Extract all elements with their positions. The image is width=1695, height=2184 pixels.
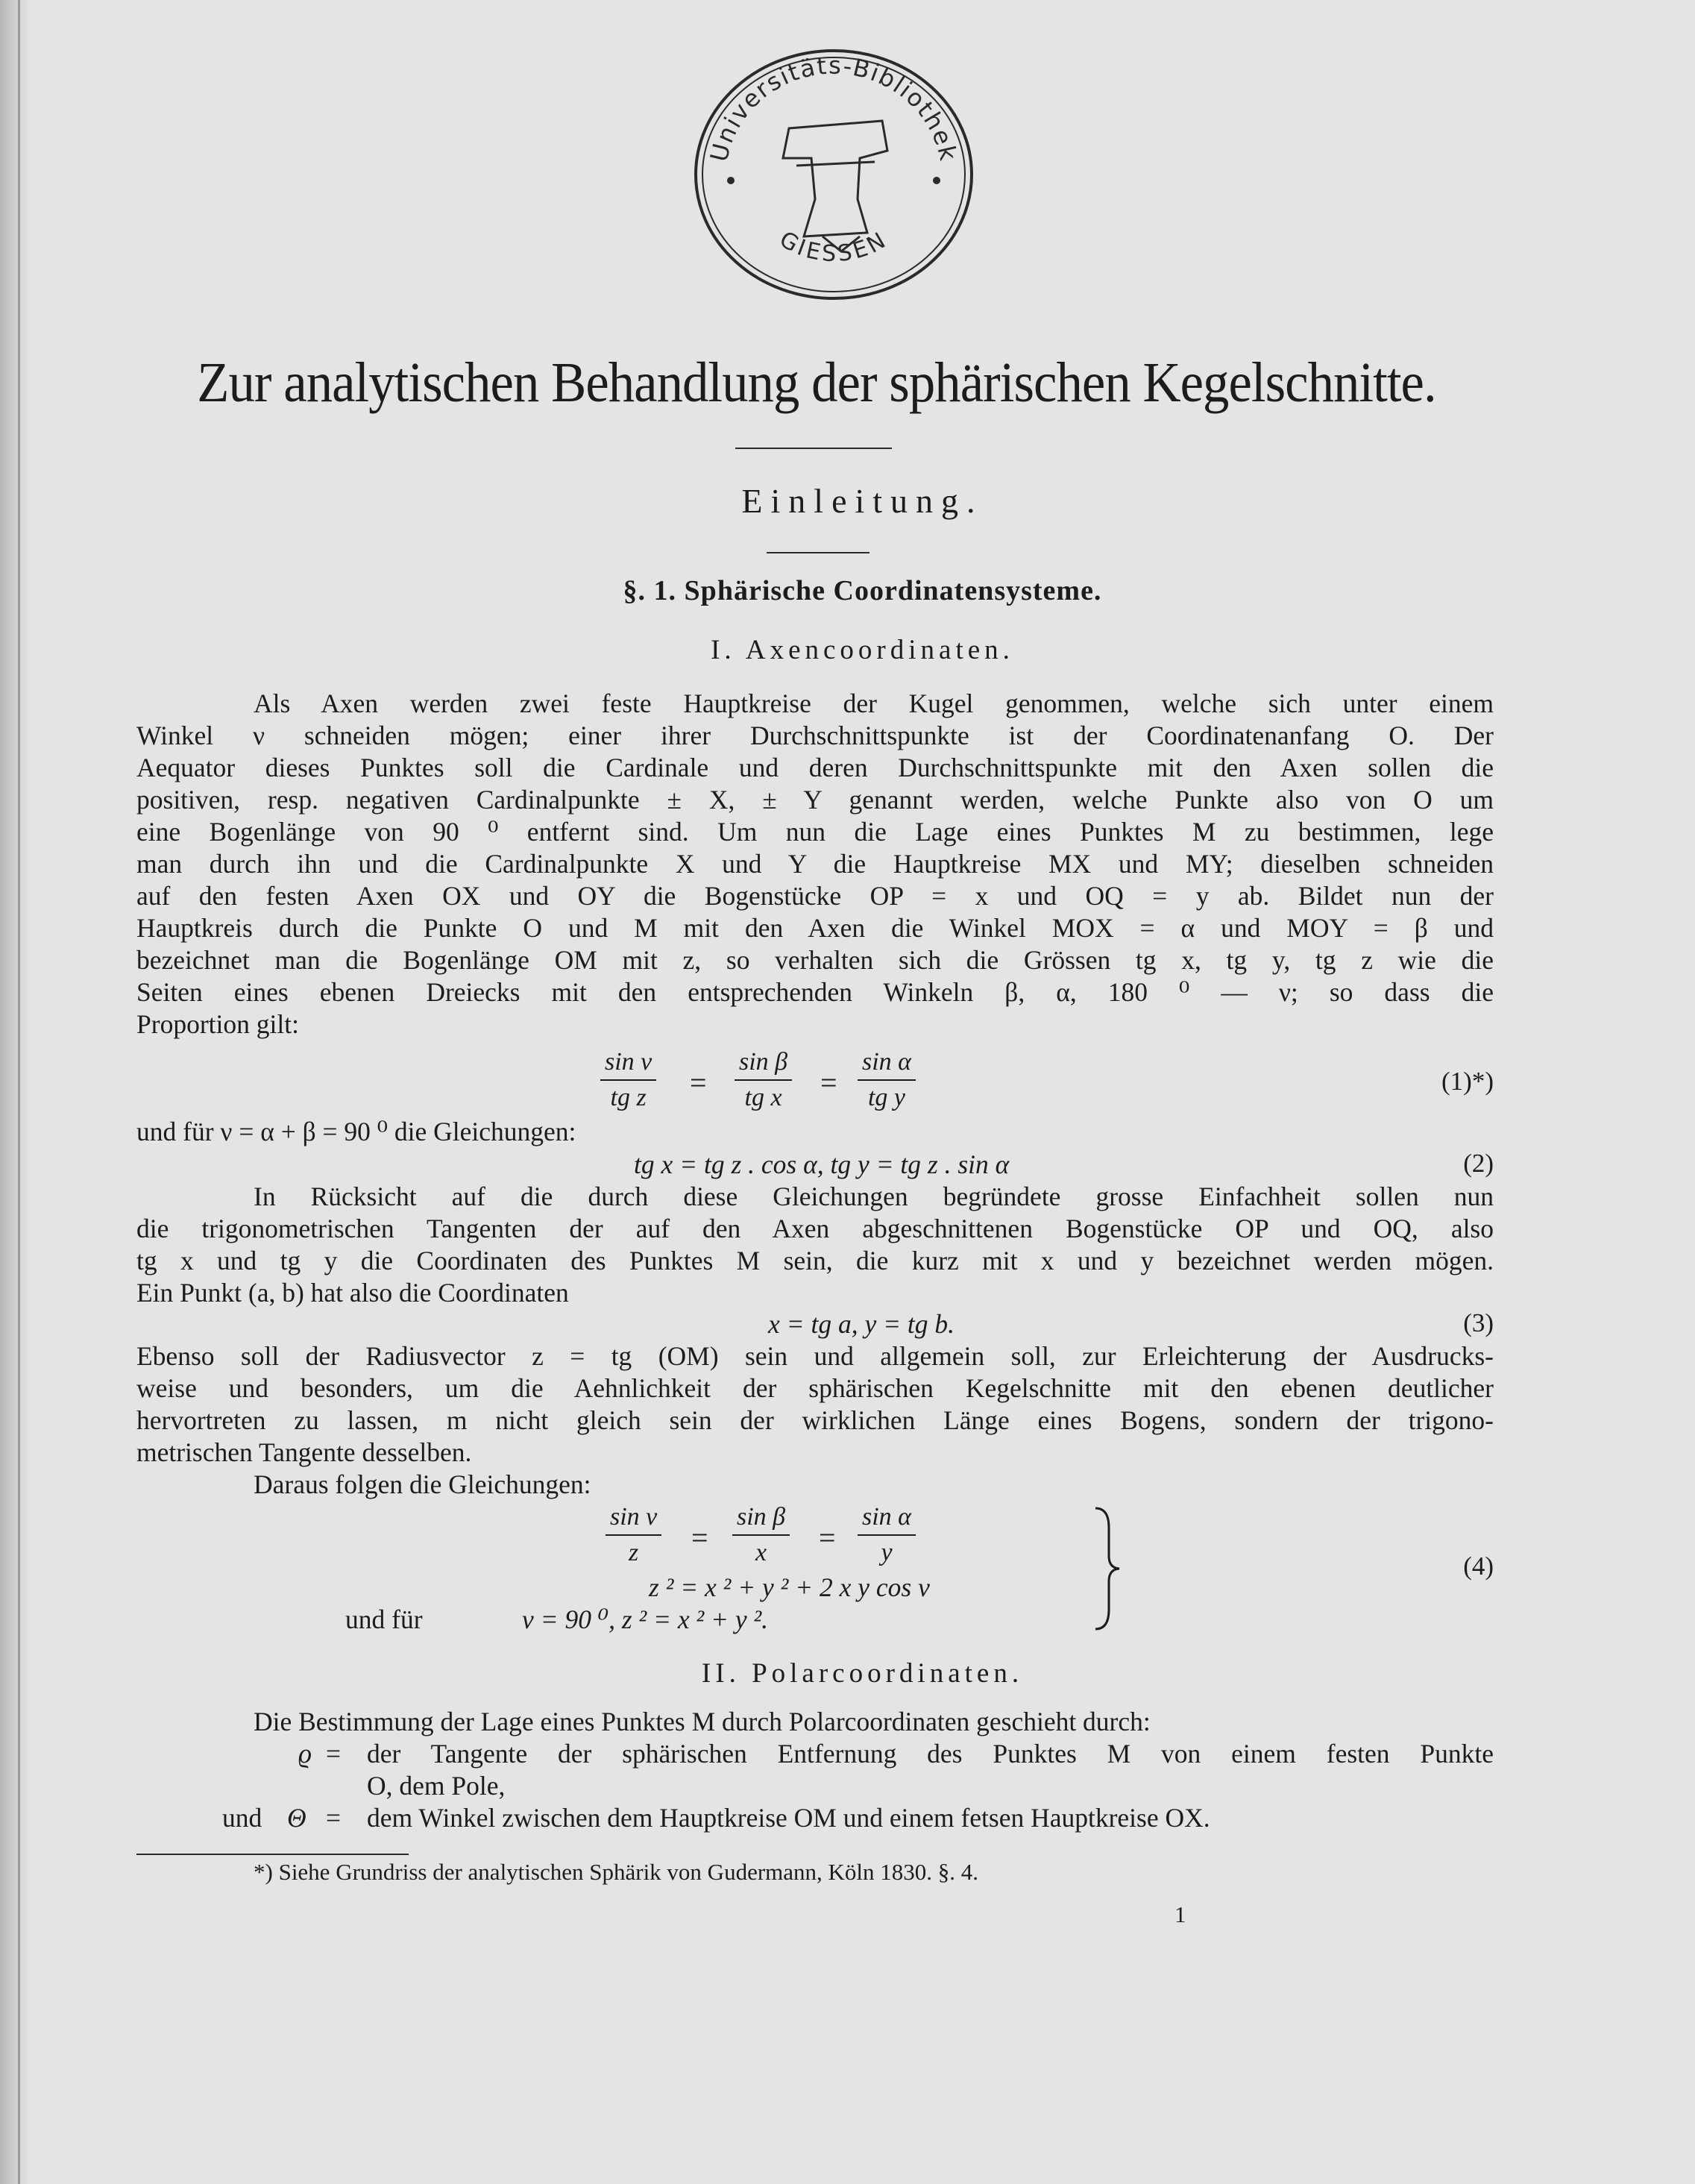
rho-symbol: ϱ: [298, 1739, 312, 1769]
footnote: *) Siehe Grundriss der analytischen Sphärik von Gudermann, Köln 1830. §. 4.: [254, 1859, 979, 1885]
part2-heading: II. Polarcoordinaten.: [701, 1658, 1024, 1689]
text-line: O, dem Pole,: [367, 1771, 506, 1801]
equals-sign: =: [326, 1803, 342, 1833]
stamp-arc-bottom-text: GIESSEN: [775, 226, 893, 268]
eq4-fraction-3: $\frac{\text{sin α}}{y}$: [858, 1503, 916, 1568]
part1-heading: I. Axencoordinaten.: [711, 635, 1014, 665]
svg-text:Universitäts-Bibliothek: [705, 51, 963, 165]
text-line: auf den festen Axen OX und OY die Bogenstücke OP = x und OQ = y ab. Bildet nun der: [136, 881, 1494, 911]
title-rule: [735, 448, 892, 449]
eq3-formula: x = tg a, y = tg b.: [768, 1309, 955, 1339]
text-line: metrischen Tangente desselben.: [136, 1437, 472, 1467]
text-line: Ebenso soll der Radiusvector z = tg (OM) sein und allgemein soll, zur Erleichterung der Ausdrucks-: [136, 1341, 1494, 1371]
introduction-heading: Einleitung.: [741, 482, 984, 520]
stamp-arc-top-text: Universitäts-Bibliothek: [704, 51, 963, 165]
section-heading: §. 1. Sphärische Coordinatensysteme.: [623, 575, 1102, 606]
text-line: In Rücksicht auf die durch diese Gleichungen begründete grosse Einfachheit sollen nun: [254, 1182, 1494, 1211]
eq4-prefix: und für: [345, 1604, 423, 1634]
eq4-line-2: z ² = x ² + y ² + 2 x y cos ν: [649, 1572, 930, 1602]
eq4-brace: [1092, 1505, 1122, 1632]
equals-sign: =: [820, 1066, 837, 1099]
eq3-label: (3): [1463, 1308, 1494, 1337]
equals-sign: =: [691, 1521, 708, 1554]
text-line: der Tangente der sphärischen Entfernung des Punktes M von einem festen Punkte: [367, 1739, 1494, 1769]
eq4-fraction-1: $\frac{\text{sin ν}}{z}$: [606, 1503, 661, 1568]
intro-rule: [767, 552, 869, 553]
eq2-label: (2): [1463, 1149, 1494, 1178]
text-line: Seiten eines ebenen Dreiecks mit den entsprechenden Winkeln β, α, 180 ⁰ — ν; so dass die: [136, 977, 1494, 1007]
eq4-line-3: ν = 90 ⁰, z ² = x ² + y ².: [522, 1604, 768, 1634]
theta-prefix: und: [222, 1803, 262, 1833]
eq4-fraction-2: $\frac{\text{sin β}}{x}$: [732, 1503, 790, 1568]
eq1-label: (1)*): [1441, 1067, 1494, 1096]
text-line: positiven, resp. negativen Cardinalpunkte ± X, ± Y genannt werden, welche Punkte also von O um: [136, 785, 1494, 815]
text-line: dem Winkel zwischen dem Hauptkreise OM und einem fetsen Hauptkreise OX.: [367, 1803, 1210, 1833]
eq2-formula: tg x = tg z . cos α, tg y = tg z . sin α: [634, 1149, 1010, 1179]
library-stamp: [692, 46, 975, 304]
equals-sign: =: [690, 1066, 707, 1099]
footnote-rule: [136, 1854, 409, 1855]
eq1-fraction-2: $\frac{\text{sin β}}{\text{tg x}}$: [735, 1048, 792, 1113]
text-line: Daraus folgen die Gleichungen:: [254, 1469, 591, 1499]
text-line: Aequator dieses Punktes soll die Cardinale und deren Durchschnittspunkte mit den Axen sollen die: [136, 753, 1494, 782]
equals-sign: =: [819, 1521, 836, 1554]
equals-sign: =: [326, 1739, 342, 1769]
text-line: und für ν = α + β = 90 ⁰ die Gleichungen:: [136, 1117, 576, 1146]
text-line: eine Bogenlänge von 90 ⁰ entfernt sind. Um nun die Lage eines Punktes M zu bestimmen, lege: [136, 817, 1494, 847]
text-line: weise und besonders, um die Aehnlichkeit der sphärischen Kegelschnitte mit den ebenen deutlicher: [136, 1373, 1494, 1403]
text-line: Als Axen werden zwei feste Hauptkreise der Kugel genommen, welche sich unter einem: [254, 688, 1494, 718]
text-line: die trigonometrischen Tangenten der auf den Axen abgeschnittenen Bogenstücke OP und OQ, also: [136, 1214, 1494, 1243]
eq4-label: (4): [1463, 1551, 1494, 1581]
text-line: Ein Punkt (a, b) hat also die Coordinaten: [136, 1278, 569, 1308]
text-line: Winkel ν schneiden mögen; einer ihrer Durchschnittspunkte ist der Coordinatenanfang O. Der: [136, 721, 1494, 750]
text-line: hervortreten zu lassen, m nicht gleich sein der wirklichen Länge eines Bogens, sondern der trigono-: [136, 1405, 1494, 1435]
text-line: bezeichnet man die Bogenlänge OM mit z, so verhalten sich die Grössen tg x, tg y, tg z wie die: [136, 945, 1494, 975]
eq1-fraction-3: $\frac{\text{sin α}}{\text{tg y}}$: [858, 1048, 916, 1113]
text-line: Die Bestimmung der Lage eines Punktes M durch Polarcoordinaten geschieht durch:: [254, 1707, 1151, 1736]
book-spine-shadow: [0, 0, 30, 2184]
page-number: 1: [1174, 1901, 1186, 1927]
text-line: Proportion gilt:: [136, 1009, 299, 1039]
text-line: tg x und tg y die Coordinaten des Punktes M sein, die kurz mit x und y bezeichnet werden mögen.: [136, 1246, 1494, 1275]
theta-symbol: Θ: [287, 1803, 306, 1833]
eq1-fraction-1: $\frac{\text{sin ν}}{\text{tg z}}$: [600, 1048, 656, 1113]
text-line: Hauptkreis durch die Punkte O und M mit den Axen die Winkel MOX = α und MOY = β und: [136, 913, 1494, 943]
article-title: Zur analytischen Behandlung der sphärischen Kegelschnitte.: [197, 351, 1436, 414]
text-line: man durch ihn und die Cardinalpunkte X und Y die Hauptkreise MX und MY; dieselben schneiden: [136, 849, 1494, 879]
